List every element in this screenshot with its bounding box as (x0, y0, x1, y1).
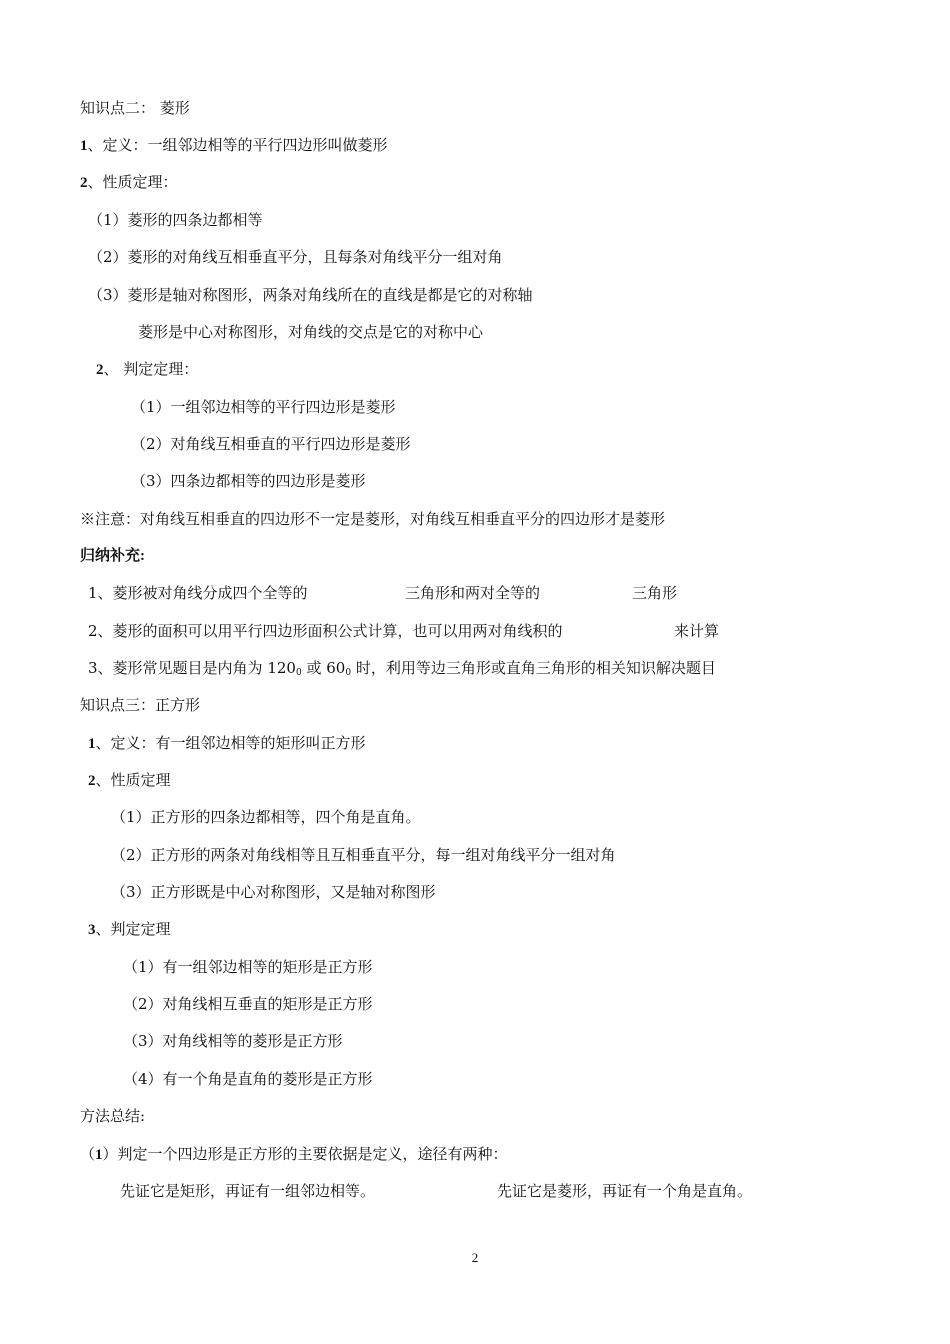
item-number: 1 (80, 138, 88, 154)
method-item-1 (80, 1144, 508, 1165)
square-judgement-1: （1）有一组邻边相等的矩形是正方形 (123, 958, 373, 976)
method-item-text: ）判定一个四边形是正方形的主要依据是定义，途径有两种： (102, 1145, 508, 1163)
rhombus-judgement-2: （2）对角线互相垂直的平行四边形是菱形 (131, 435, 411, 453)
summary-item-3a: 3、菱形常见题目是内角为 120 (88, 659, 296, 677)
item-number: 3 (88, 922, 96, 938)
rhombus-note: ※注意：对角线互相垂直的四边形不一定是菱形，对角线互相垂直平分的四边形才是菱形 (80, 510, 666, 528)
page-number: 2 (471, 1250, 479, 1265)
square-property-3: （3）正方形既是中心对称图形，又是轴对称图形 (111, 883, 436, 901)
item-number: 2 (88, 773, 96, 789)
rhombus-property-3-cont: 菱形是中心对称图形，对角线的交点是它的对称中心 (138, 323, 484, 341)
rhombus-property-2: （2）菱形的对角线互相垂直平分，且每条对角线平分一组对角 (88, 248, 503, 266)
summary-item-1b: 三角形和两对全等的 (405, 584, 541, 602)
section-heading-square: 知识点三：正方形 (80, 696, 201, 714)
properties-title-text: 、性质定理 (95, 771, 171, 789)
rhombus-judgement-1: （1）一组邻边相等的平行四边形是菱形 (131, 398, 396, 416)
rhombus-properties-title (80, 172, 178, 193)
judgement-title-text: 、 判定定理： (103, 360, 199, 378)
square-judgement-4: （4）有一个角是直角的菱形是正方形 (123, 1070, 373, 1088)
item-number: 2 (96, 362, 104, 378)
definition-text: 、定义：有一组邻边相等的矩形叫正方形 (95, 734, 366, 752)
item-number: 1 (95, 1147, 103, 1163)
square-definition (88, 733, 366, 754)
summary-item-3b: 或 60 (301, 659, 346, 677)
summary-title: 归纳补充: (80, 548, 145, 564)
summary-item-1a: 1、菱形被对角线分成四个全等的 (88, 584, 308, 602)
square-judgement-2: （2）对角线相互垂直的矩形是正方形 (123, 995, 373, 1013)
paren-open: （ (80, 1145, 96, 1163)
definition-text: 、定义：一组邻边相等的平行四边形叫做菱形 (87, 136, 388, 154)
method-title: 方法总结: (80, 1107, 146, 1125)
square-property-1: （1）正方形的四条边都相等，四个角是直角。 (111, 808, 421, 826)
section-heading-rhombus: 知识点二： 菱形 (80, 99, 190, 117)
rhombus-property-1: （1）菱形的四条边都相等 (88, 211, 263, 229)
properties-title-text: 、性质定理： (87, 173, 178, 191)
judgement-title-text: 、判定定理 (95, 920, 171, 938)
degree-mark: 0 (295, 668, 302, 678)
summary-item-1c: 三角形 (632, 584, 678, 602)
square-judgement-3: （3）对角线相等的菱形是正方形 (123, 1032, 343, 1050)
rhombus-judgement-title (96, 359, 198, 380)
square-property-2: （2）正方形的两条对角线相等且互相垂直平分，每一组对角线平分一组对角 (111, 846, 616, 864)
summary-item-3 (88, 658, 716, 683)
summary-item-2a: 2、菱形的面积可以用平行四边形面积公式计算，也可以用两对角线积的 (88, 622, 563, 640)
square-judgement-title (88, 919, 171, 940)
item-number: 2 (80, 175, 88, 191)
rhombus-property-3: （3）菱形是轴对称图形，两条对角线所在的直线是都是它的对称轴 (88, 286, 533, 304)
method-way-a: 先证它是矩形，再证有一组邻边相等。 (120, 1182, 376, 1200)
rhombus-judgement-3: （3）四条边都相等的四边形是菱形 (131, 472, 366, 490)
method-way-b: 先证它是菱形，再证有一个角是直角。 (497, 1182, 753, 1200)
summary-item-3c: 时，利用等边三角形或直角三角形的相关知识解决题目 (351, 659, 716, 677)
item-number: 1 (88, 736, 96, 752)
square-properties-title (88, 770, 171, 791)
degree-mark: 0 (345, 668, 352, 678)
summary-item-2b: 来计算 (674, 622, 720, 640)
rhombus-definition (80, 135, 388, 156)
